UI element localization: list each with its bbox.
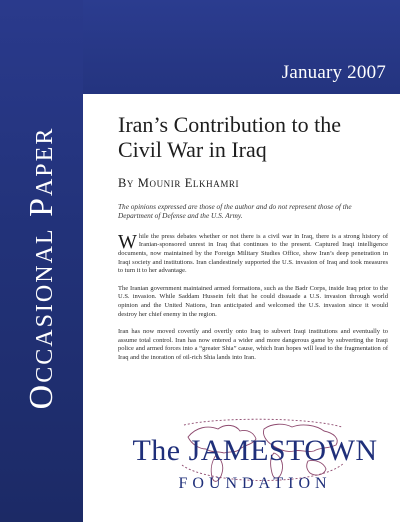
- paragraph-1: [118, 230, 388, 276]
- paragraph-1-text: hile the press debates whether or not there is a civil war in Iraq, there is a strong history of Iranian-sponsored unrest in Iraq that continues to the present. Captured Iraqi intelligence documents, now maintained by the Foreign Military Studies Office, show Iran’s deep penetration in Iraqi society and institutions. Iran clandestinely supported the U.S. invasion of Iraq and took measures to turn it to her advantage.: [118, 232, 388, 275]
- logo-subtitle: FOUNDATION: [178, 475, 332, 492]
- paper-title: [118, 112, 388, 162]
- paragraph-3: Iran has now moved covertly and overtly onto Iraq to subvert Iraqi institutions and eventually to assume total control. Iran has now entered a wider and more dangerous game by subverting the Iraqi police and armed forces into a “greater Shia” cause, which Iran hopes will lead to the fragmentation of Iraq and the inoration of oil-rich Shia lands into Iran.: [118, 328, 388, 361]
- title-line-2: Civil War in Iraq: [118, 137, 267, 162]
- disclaimer: The opinions expressed are those of the author and do not represent those of the Department of Defense and the U.S. Army.: [118, 202, 352, 221]
- logo-wordmark: The JAMESTOWN: [132, 434, 378, 467]
- content: [118, 112, 388, 363]
- jamestown-logo: [120, 415, 390, 515]
- author-byline: By Mounir Elkhamri: [118, 176, 240, 190]
- paragraph-2: The Iranian government maintained armed formations, such as the Badr Corps, inside Iraq prior to the U.S. invasion. While Saddam Hussein felt that he could dissuade a U.S. invasion through world opinion and the United Nations, Iran anticipated and welcomed the U.S. invasion since it would destroy her chief enemy in the region.: [118, 284, 388, 318]
- header-band: [83, 0, 400, 94]
- series-title: Occasional Paper: [23, 126, 60, 410]
- title-line-1: Iran’s Contribution to the: [118, 112, 342, 137]
- issue-date: January 2007: [281, 62, 386, 83]
- drop-cap: W: [118, 230, 137, 253]
- sidebar-band: [0, 0, 83, 522]
